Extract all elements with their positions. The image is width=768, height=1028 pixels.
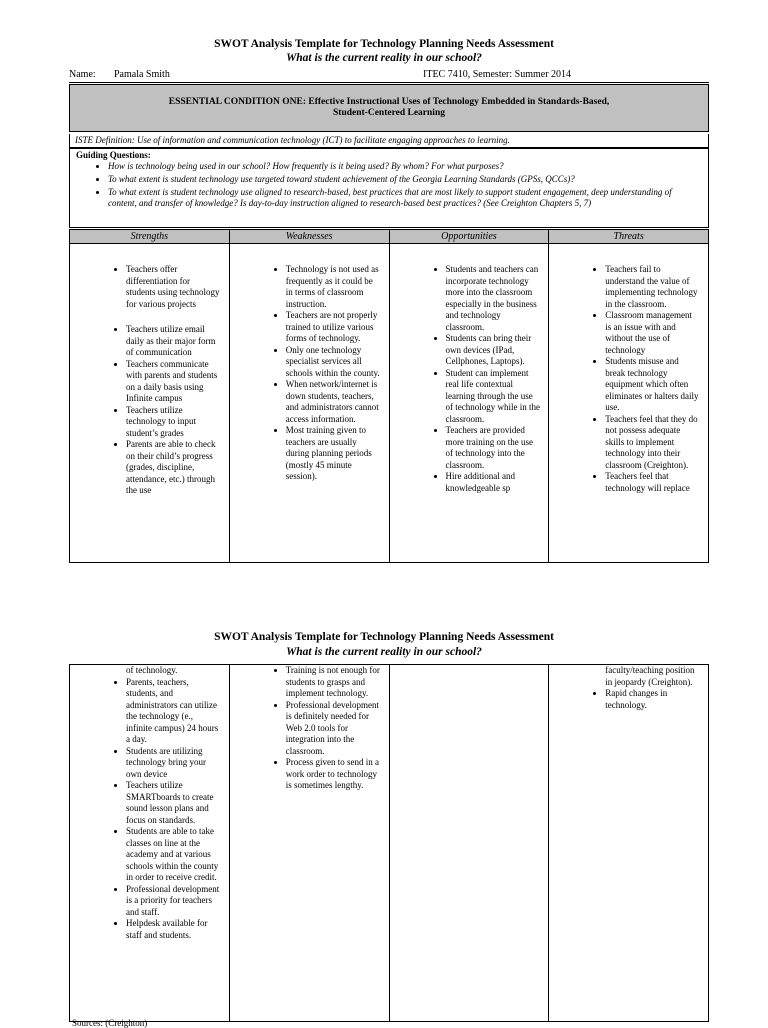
name-value: Pamala Smith <box>114 69 170 80</box>
strength-item: • Parents, teachers, students, and administrators can utilize the technology (e., infinite campus) 24 hours a day. <box>126 677 221 746</box>
strength-item: • Parents are able to check on their child’s progress (grades, discipline, attendance, etc.) through the use <box>126 439 221 497</box>
threat-item: • Students misuse and break technology equipment which often eliminates or halters daily use. <box>605 356 700 414</box>
weakness-item: • Training is not enough for students to grasps and implement technology. <box>286 665 381 700</box>
sources-fragment: Sources: (Creighton) <box>72 1018 148 1028</box>
strength-item: • Teachers utilize email daily as their major form of communication <box>126 324 221 359</box>
opportunities-header: Opportunities <box>389 230 549 244</box>
weaknesses-list <box>230 264 389 483</box>
threats-cell <box>549 665 709 1022</box>
guiding-questions <box>69 148 709 228</box>
weaknesses-header: Weaknesses <box>229 230 389 244</box>
opportunities-list <box>390 264 549 494</box>
opportunity-item: • Hire additional and knowledgeable sp <box>446 471 541 494</box>
weaknesses-cell <box>229 665 389 1022</box>
threats-header: Threats <box>549 230 709 244</box>
swot-table-page-2 <box>69 664 709 1022</box>
strengths-list <box>70 677 229 942</box>
threat-item: • Rapid changes in technology. <box>605 688 700 711</box>
guiding-question: • To what extent is student technology use targeted toward student achievement of the Georgia Learning Standards (GPSs, QCCs)? <box>108 174 702 185</box>
strengths-cell <box>70 665 230 1022</box>
threats-list <box>549 264 708 494</box>
strength-item: • Students are able to take classes on line at the academy and at various schools within the county in order to receive credit. <box>126 826 221 884</box>
document-subtitle: What is the current reality in our school? <box>286 52 482 64</box>
opportunity-item: • Student can implement real life contextual learning through the use of technology while in the classroom. <box>446 368 541 426</box>
threat-item: • Teachers feel that they do not possess adequate skills to implement technology into their classroom (Creighton). <box>605 414 700 472</box>
weaknesses-cell <box>229 244 389 563</box>
strength-item: • Teachers utilize technology to input student’s grades <box>126 405 221 440</box>
guiding-questions-list <box>76 161 702 209</box>
weakness-item: • When network/internet is down students, teachers, and administrators cannot access information. <box>286 379 381 425</box>
strengths-list <box>70 264 229 497</box>
weakness-item: • Only one technology specialist services all schools within the county. <box>286 345 381 380</box>
guiding-questions-title: Guiding Questions: <box>76 150 151 160</box>
weaknesses-list <box>230 665 389 792</box>
weakness-item: • Process given to send in a work order to technology is sometimes lengthy. <box>286 757 381 792</box>
opportunity-item: • Teachers are provided more training on the use of technology into the classroom. <box>446 425 541 471</box>
strength-item: • Teachers utilize SMARTboards to create sound lesson plans and focus on standards. <box>126 780 221 826</box>
threat-item: • Teachers fail to understand the value of implementing technology in the classroom. <box>605 264 700 310</box>
opportunities-cell <box>389 244 549 563</box>
threats-cell <box>549 244 709 563</box>
strength-item: • Teachers communicate with parents and students on a daily basis using Infinite campus <box>126 359 221 405</box>
opportunity-item: • Students can bring their own devices (IPad, Cellphones, Laptops). <box>446 333 541 368</box>
threats-continuation: faculty/teaching position in jeopardy (Creighton). <box>605 665 695 687</box>
strength-item: • Professional development is a priority for teachers and staff. <box>126 884 221 919</box>
condition-line-1: ESSENTIAL CONDITION ONE: Effective Instructional Uses of Technology Embedded in Standards-Based, <box>168 97 610 107</box>
essential-condition-title <box>169 97 610 119</box>
document-title: SWOT Analysis Template for Technology Planning Needs Assessment <box>214 631 554 643</box>
document-page-2 <box>0 628 768 1028</box>
weakness-item: • Professional development is definitely needed for Web 2.0 tools for integration into the classroom. <box>286 700 381 758</box>
document-subtitle: What is the current reality in our school? <box>286 646 482 658</box>
strength-item: • Helpdesk available for staff and students. <box>126 918 221 941</box>
name-label: Name: <box>69 69 96 80</box>
iste-definition: ISTE Definition: Use of information and communication technology (ICT) to facilitate engaging approaches to learning. <box>69 134 709 148</box>
name-row <box>69 68 709 83</box>
essential-condition-header <box>69 84 709 132</box>
course-info: ITEC 7410, Semester: Summer 2014 <box>423 69 572 80</box>
weakness-item: • Most training given to teachers are usually during planning periods (mostly 45 minute session). <box>286 425 381 483</box>
threat-item: • Classroom management is an issue with and without the use of technology <box>605 310 700 356</box>
weakness-item: • Teachers are not properly trained to utilize various forms of technology. <box>286 310 381 345</box>
opportunities-cell <box>389 665 549 1022</box>
strengths-cell <box>70 244 230 563</box>
strength-item: • Students are utilizing technology bring your own device <box>126 746 221 781</box>
guiding-question: • How is technology being used in our school? How frequently is it being used? By whom? For what purposes? <box>108 161 702 172</box>
strengths-header: Strengths <box>70 230 230 244</box>
threat-item: • Teachers feel that technology will replace <box>605 471 700 494</box>
document-title: SWOT Analysis Template for Technology Planning Needs Assessment <box>214 38 554 50</box>
strength-item: • Teachers offer differentiation for students using technology for various projects <box>126 264 221 310</box>
guiding-question: • To what extent is student technology use aligned to research-based, best practices that are most likely to support student engagement, deep understanding of content, and transfer of knowledge? Is day-to-day instruction aligned to research-based best practices? (See Creighton Chapters 5, 7) <box>108 187 702 209</box>
swot-table-page-1 <box>69 229 709 563</box>
condition-line-2: Student-Centered Learning <box>333 108 445 118</box>
opportunity-item: • Students and teachers can incorporate technology more into the classroom especially in the business and technology classroom. <box>446 264 541 333</box>
threats-list <box>549 688 708 711</box>
strengths-continuation: of technology. <box>126 665 178 675</box>
weakness-item: • Technology is not used as frequently as it could be in terms of classroom instruction. <box>286 264 381 310</box>
